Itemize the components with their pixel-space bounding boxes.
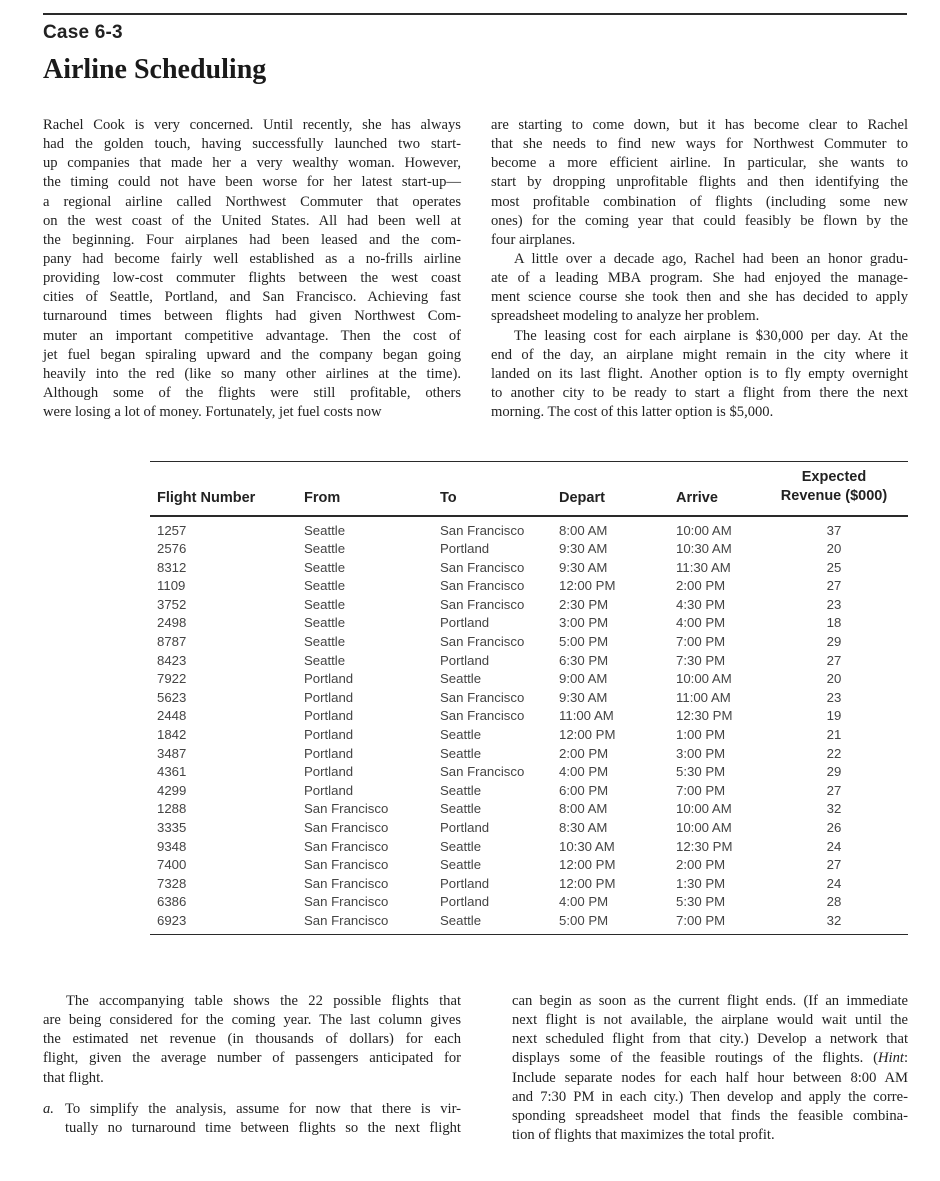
intro-left-line: providing low-cost commuter flights between the west coast (43, 270, 461, 287)
depart-cell: 4:00 PM (559, 764, 609, 780)
intro-left-line: a regional airline called Northwest Commuter that operates (43, 193, 461, 210)
table-row (150, 522, 908, 541)
flight-number-cell: 5623 (157, 689, 187, 705)
question-a-continued-line: and 7:30 PM in each city.) Then develop and apply the corre- (512, 1088, 908, 1105)
table-row (150, 912, 908, 931)
intro-right-line: landed on its last flight. Another option is to fly empty overnight (491, 365, 908, 382)
revenue-cell: 21 (826, 727, 842, 743)
arrive-cell: 12:30 PM (676, 838, 733, 854)
revenue-cell: 27 (826, 782, 842, 798)
to-cell: San Francisco (440, 559, 525, 575)
case-label: Case 6-3 (43, 22, 123, 43)
question-a-line: tually no turnaround time between flights so the next flight (65, 1119, 461, 1136)
paragraph-line: flight, given the average number of passengers anticipated for (43, 1050, 461, 1067)
flight-number-cell: 7328 (157, 875, 187, 891)
depart-cell: 12:00 PM (559, 727, 616, 743)
revenue-cell: 32 (826, 801, 842, 817)
from-cell: San Francisco (304, 912, 389, 928)
arrive-cell: 1:00 PM (676, 727, 726, 743)
intro-right-line: spreadsheet modeling to analyze her problem. (491, 308, 760, 325)
table-body (150, 517, 908, 931)
table-description-paragraph (43, 992, 461, 1088)
bottom-right-column (512, 992, 908, 1145)
intro-left-line: turnaround times between flights had given Northwest Com- (43, 308, 461, 325)
intro-left-column (43, 116, 461, 422)
arrive-cell: 7:00 PM (676, 782, 726, 798)
table-bottom-rule (150, 934, 908, 936)
depart-cell: 12:00 PM (559, 875, 616, 891)
from-cell: Seattle (304, 596, 346, 612)
table-row (150, 707, 908, 726)
from-cell: Seattle (304, 615, 346, 631)
to-cell: Seattle (440, 838, 482, 854)
from-cell: Seattle (304, 634, 346, 650)
intro-left-line: heavily into the red (like so many other airlines at the time). (43, 365, 461, 382)
from-cell: Portland (304, 671, 354, 687)
arrive-cell: 12:30 PM (676, 708, 733, 724)
from-cell: Portland (304, 708, 354, 724)
arrive-cell: 11:00 AM (676, 689, 731, 705)
revenue-cell: 22 (826, 745, 842, 761)
depart-cell: 9:30 AM (559, 689, 608, 705)
intro-left-line: the timing could not have been worse for her latest start-up— (43, 174, 461, 191)
flight-number-cell: 4361 (157, 764, 187, 780)
table-row (150, 875, 908, 894)
arrive-cell: 5:30 PM (676, 894, 726, 910)
question-a-marker: a. (43, 1100, 54, 1117)
revenue-cell: 19 (826, 708, 842, 724)
question-a-continued-line: next flight is not available, the airplane would wait until the (512, 1012, 908, 1029)
to-cell: San Francisco (440, 522, 525, 538)
arrive-cell: 1:30 PM (676, 875, 726, 891)
depart-cell: 9:30 AM (559, 559, 608, 575)
from-cell: Seattle (304, 559, 346, 575)
flight-number-cell: 3335 (157, 820, 187, 835)
depart-cell: 9:00 AM (559, 671, 608, 687)
intro-left-line: on the west coast of the United States. All had been well at (43, 212, 461, 229)
from-cell: San Francisco (304, 894, 389, 910)
from-cell: Portland (304, 764, 354, 780)
arrive-cell: 4:30 PM (676, 596, 726, 612)
to-cell: San Francisco (440, 764, 525, 780)
revenue-cell: 20 (826, 671, 842, 687)
table-row (150, 763, 908, 782)
header-from: From (304, 490, 341, 506)
paragraph-line: the estimated net revenue (in thousands of dollars) for each (43, 1031, 461, 1048)
depart-cell: 2:00 PM (559, 745, 609, 761)
header-revenue-line1: Expected (801, 469, 867, 485)
arrive-cell: 10:00 AM (676, 801, 732, 817)
question-a-continued-line: Include separate nodes for each half hour between 8:00 AM (512, 1069, 908, 1086)
table-row (150, 633, 908, 652)
intro-left-line: up companies that made her a very wealthy woman. However, (43, 155, 461, 172)
revenue-cell: 25 (826, 559, 842, 575)
depart-cell: 4:00 PM (559, 894, 609, 910)
flights-table (150, 461, 908, 935)
intro-left-line: were losing a lot of money. Fortunately, jet fuel costs now (43, 404, 382, 421)
arrive-cell: 4:00 PM (676, 615, 726, 631)
to-cell: Portland (440, 820, 490, 835)
arrive-cell: 7:00 PM (676, 912, 726, 928)
table-row (150, 726, 908, 745)
table-row (150, 893, 908, 912)
header-arrive: Arrive (676, 490, 718, 506)
arrive-cell: 10:00 AM (676, 522, 732, 538)
intro-right-line: four airplanes. (491, 231, 576, 248)
intro-right-line: A little over a decade ago, Rachel had been an honor gradu- (514, 250, 908, 267)
revenue-cell: 24 (826, 838, 842, 854)
flight-number-cell: 2448 (157, 708, 187, 724)
revenue-cell: 27 (826, 857, 842, 873)
flight-number-cell: 8312 (157, 559, 187, 575)
question-a-continued-line: next scheduled flight from that city.) Develop a network that (512, 1031, 908, 1048)
to-cell: Seattle (440, 912, 482, 928)
intro-right-line: start by dropping unprofitable flights and then identifying the (491, 174, 908, 191)
flight-number-cell: 6923 (157, 912, 187, 928)
case-title: Airline Scheduling (43, 54, 267, 85)
revenue-cell: 18 (826, 615, 842, 631)
flight-number-cell: 3487 (157, 745, 187, 761)
revenue-cell: 23 (826, 596, 842, 612)
intro-right-line: become a more efficient airline. In particular, she wants to (491, 155, 908, 172)
intro-right-line: most profitable combination of flights (including some new (491, 193, 908, 210)
table-row (150, 819, 908, 838)
intro-right-line: that she needs to find new ways for Northwest Commuter to (491, 136, 908, 153)
flight-number-cell: 9348 (157, 838, 187, 854)
table-row (150, 670, 908, 689)
to-cell: Seattle (440, 745, 482, 761)
intro-left-line: Rachel Cook is very concerned. Until recently, she has always (43, 117, 461, 133)
revenue-cell: 20 (826, 541, 842, 557)
depart-cell: 9:30 AM (559, 541, 608, 557)
arrive-cell: 7:30 PM (676, 652, 726, 668)
question-a-continued-line: sponding spreadsheet model that finds the feasible combina- (512, 1107, 908, 1124)
revenue-cell: 27 (826, 578, 842, 594)
depart-cell: 11:00 AM (559, 708, 614, 724)
arrive-cell: 10:30 AM (676, 541, 732, 557)
flight-number-cell: 8423 (157, 652, 187, 668)
to-cell: Portland (440, 652, 490, 668)
table-row (150, 800, 908, 819)
revenue-cell: 37 (826, 522, 842, 538)
question-a-continued-line: displays some of the feasible routings of the flights. (Hint: (512, 1050, 908, 1067)
from-cell: San Francisco (304, 857, 389, 873)
to-cell: Portland (440, 875, 490, 891)
table-row (150, 838, 908, 857)
arrive-cell: 11:30 AM (676, 559, 731, 575)
flight-number-cell: 3752 (157, 596, 187, 612)
depart-cell: 6:30 PM (559, 652, 609, 668)
to-cell: San Francisco (440, 689, 525, 705)
from-cell: San Francisco (304, 838, 389, 854)
intro-right-line: to another city to be ready to start a flight from there the next (491, 384, 908, 401)
table-row (150, 782, 908, 801)
flight-number-cell: 4299 (157, 782, 187, 798)
from-cell: Portland (304, 689, 354, 705)
to-cell: Portland (440, 541, 490, 557)
table-row (150, 577, 908, 596)
flight-number-cell: 7922 (157, 671, 187, 687)
intro-right-line: ate of a leading MBA program. She had enjoyed the manage- (491, 270, 908, 287)
revenue-cell: 32 (826, 912, 842, 928)
question-a (43, 1100, 461, 1138)
header-expected-revenue (764, 468, 904, 506)
paragraph-line: that flight. (43, 1069, 104, 1086)
arrive-cell: 2:00 PM (676, 578, 726, 594)
table-row (150, 856, 908, 875)
table-row (150, 745, 908, 764)
to-cell: San Francisco (440, 708, 525, 724)
intro-left-line: cities of Seattle, Portland, and San Francisco. Achieving fast (43, 289, 461, 306)
depart-cell: 8:00 AM (559, 801, 608, 817)
flight-number-cell: 7400 (157, 857, 187, 873)
flight-number-cell: 1257 (157, 522, 187, 538)
from-cell: San Francisco (304, 801, 389, 817)
depart-cell: 5:00 PM (559, 912, 609, 928)
revenue-cell: 27 (826, 652, 842, 668)
depart-cell: 10:30 AM (559, 838, 615, 854)
to-cell: San Francisco (440, 596, 525, 612)
table-row (150, 614, 908, 633)
from-cell: Seattle (304, 578, 346, 594)
flight-number-cell: 2498 (157, 615, 187, 631)
intro-left-line: had the golden touch, having successfully launched two start- (43, 136, 461, 153)
arrive-cell: 3:00 PM (676, 745, 726, 761)
flight-number-cell: 1109 (157, 578, 186, 594)
question-a-continued-line: can begin as soon as the current flight ends. (If an immediate (512, 993, 908, 1009)
paragraph-line: are being considered for the coming year. The last column gives (43, 1012, 461, 1029)
header-revenue-line2: Revenue ($000) (780, 488, 888, 504)
depart-cell: 3:00 PM (559, 615, 609, 631)
revenue-cell: 28 (826, 894, 842, 910)
from-cell: Seattle (304, 541, 346, 557)
intro-right-line: end of the day, an airplane might remain in the city where it (491, 346, 908, 363)
to-cell: Portland (440, 894, 490, 910)
depart-cell: 5:00 PM (559, 634, 609, 650)
table-row (150, 652, 908, 671)
to-cell: San Francisco (440, 578, 525, 594)
flight-number-cell: 1288 (157, 801, 187, 817)
header-to: To (440, 490, 457, 506)
from-cell: Portland (304, 745, 354, 761)
revenue-cell: 23 (826, 689, 842, 705)
table-row (150, 689, 908, 708)
flight-number-cell: 8787 (157, 634, 187, 650)
to-cell: Seattle (440, 801, 482, 817)
from-cell: San Francisco (304, 820, 389, 835)
depart-cell: 2:30 PM (559, 596, 609, 612)
top-rule (43, 13, 907, 15)
arrive-cell: 7:00 PM (676, 634, 726, 650)
question-a-line: To simplify the analysis, assume for now that there is vir- (65, 1100, 461, 1117)
table-header (150, 462, 908, 515)
depart-cell: 8:30 AM (559, 820, 608, 835)
revenue-cell: 24 (826, 875, 842, 891)
from-cell: Portland (304, 782, 354, 798)
intro-right-line: morning. The cost of this latter option is $5,000. (491, 404, 774, 421)
intro-left-line: pany had become fairly well established as a no-frills airline (43, 250, 461, 267)
bottom-left-column (43, 992, 461, 1138)
depart-cell: 6:00 PM (559, 782, 609, 798)
to-cell: San Francisco (440, 634, 525, 650)
table-row (150, 559, 908, 578)
paragraph-line: The accompanying table shows the 22 possible flights that (66, 993, 461, 1009)
flight-number-cell: 6386 (157, 894, 187, 910)
depart-cell: 12:00 PM (559, 578, 616, 594)
to-cell: Seattle (440, 782, 482, 798)
depart-cell: 12:00 PM (559, 857, 616, 873)
revenue-cell: 26 (826, 820, 842, 835)
intro-left-line: Although some of the flights were still profitable, others (43, 384, 461, 401)
arrive-cell: 10:00 AM (676, 820, 732, 835)
table-row (150, 540, 908, 559)
intro-left-line: jet fuel began spiraling upward and the company began going (43, 346, 461, 363)
table-row (150, 596, 908, 615)
from-cell: Portland (304, 727, 354, 743)
arrive-cell: 5:30 PM (676, 764, 726, 780)
from-cell: San Francisco (304, 875, 389, 891)
to-cell: Seattle (440, 671, 482, 687)
flight-number-cell: 1842 (157, 727, 187, 743)
question-a-continued-line: tion of flights that maximizes the total profit. (512, 1126, 775, 1143)
arrive-cell: 10:00 AM (676, 671, 732, 687)
intro-left-line: the beginning. Four airplanes had been leased and the com- (43, 231, 461, 248)
to-cell: Portland (440, 615, 490, 631)
revenue-cell: 29 (826, 764, 842, 780)
from-cell: Seattle (304, 652, 346, 668)
intro-right-line: ones) for the coming year that could feasibly be flown by the (491, 212, 908, 229)
hint-label: Hint (877, 1050, 904, 1067)
intro-right-line: are starting to come down, but it has become clear to Rachel (491, 117, 908, 133)
header-depart: Depart (559, 490, 605, 506)
revenue-cell: 29 (826, 634, 842, 650)
intro-left-line: muter an important competitive advantage. Then the cost of (43, 327, 461, 344)
to-cell: Seattle (440, 727, 482, 743)
arrive-cell: 2:00 PM (676, 857, 726, 873)
to-cell: Seattle (440, 857, 482, 873)
intro-right-column (491, 116, 908, 422)
intro-right-line: The leasing cost for each airplane is $30,000 per day. At the (514, 327, 908, 344)
flight-number-cell: 2576 (157, 541, 187, 557)
header-flight-number: Flight Number (157, 490, 256, 506)
intro-right-line: ment science course she took then and she has decided to apply (491, 289, 908, 306)
from-cell: Seattle (304, 522, 346, 538)
depart-cell: 8:00 AM (559, 522, 608, 538)
